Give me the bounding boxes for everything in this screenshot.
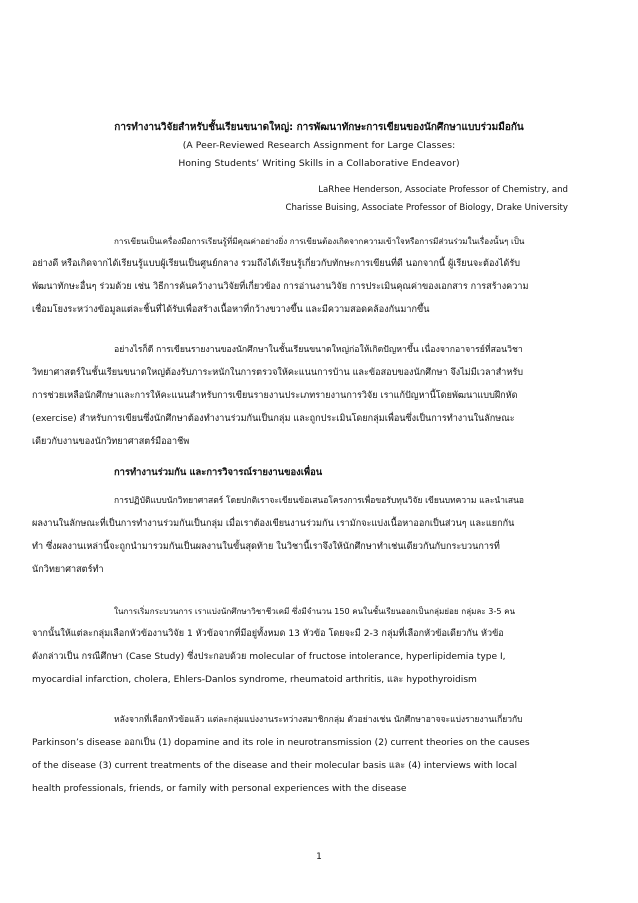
paragraph-3 xyxy=(32,490,565,582)
paragraph-line: ดังกล่าวเป็น กรณีศึกษา (Case Study) ซึ่งประกอบด้วย molecular of fructose intolerance, hyperlipidemia type I, xyxy=(32,652,506,662)
paragraph-line: การปฏิบัติแบบนักวิทยาศาสตร์ โดยปกติเราจะเขียนข้อเสนอโครงการเพื่อขอรับทุนวิจัย เขียนบทความ และนำเสนอ xyxy=(114,496,525,506)
paragraph-line: อย่างไรก็ดี การเขียนรายงานของนักศึกษาในชั้นเรียนขนาดใหญ่ก่อให้เกิดปัญหาขึ้น เนื่องจากอาจารย์ที่สอนวิชา xyxy=(114,345,523,355)
paragraph-line: การเขียนเป็นเครื่องมือการเรียนรู้ที่มีคุณค่าอย่างยิ่ง การเขียนต้องเกิดจากความเข้าใจหรือการมีส่วนร่วมในเรื่องนั้นๆ เป็น xyxy=(114,236,525,246)
english-subtitle-line-1: (A Peer-Reviewed Research Assignment for Large Classes: xyxy=(182,140,456,151)
author-line-1: LaRhee Henderson, Associate Professor of Chemistry, and xyxy=(318,185,568,195)
page-title: การทำงานวิจัยสำหรับชั้นเรียนขนาดใหญ่: การพัฒนาทักษะการเขียนของนักศึกษาแบบร่วมมือกัน xyxy=(114,122,524,133)
paragraph-2 xyxy=(32,339,565,454)
paragraph-line: ผลงานในลักษณะที่เป็นการทำงานร่วมกันเป็นกลุ่ม เมื่อเราต้องเขียนงานร่วมกัน เรามักจะแบ่งเนื้อหาออกเป็นส่วนๆ และแยกกัน xyxy=(32,519,515,529)
paragraph-line: พัฒนาทักษะอื่นๆ ร่วมด้วย เช่น วิธีการค้นคว้างานวิจัยที่เกี่ยวข้อง การอ่านงานวิจัย การประเมินคุณค่าของเอกสาร การสร้างความ xyxy=(32,282,529,292)
paragraph-line: of the disease (3) current treatments of the disease and their molecular basis และ (4) interviews with local xyxy=(32,761,517,771)
paragraph-line: อย่างดี หรือเกิดจากได้เรียนรู้แบบผู้เรียนเป็นศูนย์กลาง รวมถึงได้เรียนรู้เกี่ยวกับทักษะการเขียนที่ดี นอกจากนี้ ผู้เรียนจะต้องได้รับ xyxy=(32,259,520,269)
paragraph-1 xyxy=(32,230,565,322)
english-subtitle-line-2: Honing Students’ Writing Skills in a Collaborative Endeavor) xyxy=(178,158,460,169)
author-line-2: Charisse Buising, Associate Professor of Biology, Drake University xyxy=(285,203,568,213)
paragraph-line: Parkinson’s disease ออกเป็น (1) dopamine and its role in neurotransmission (2) current theories on the causes xyxy=(32,738,530,748)
paragraph-line: จากนั้นให้แต่ละกลุ่มเลือกหัวข้องานวิจัย 1 หัวข้อจากที่มีอยู่ทั้งหมด 13 หัวข้อ โดยจะมี 2-3 กลุ่มที่เลือกหัวข้อเดียวกัน หัวข้อ xyxy=(32,629,504,639)
paragraph-line: เดียวกับงานของนักวิทยาศาสตร์มืออาชีพ xyxy=(32,437,190,447)
page-number: 1 xyxy=(316,852,322,862)
paragraph-line: ทำ ซึ่งผลงานเหล่านี้จะถูกนำมารวมกันเป็นผลงานในขั้นสุดท้าย ในวิชานี้เราจึงให้นักศึกษาทำเช่นเดียวกันกับกระบวนการที่ xyxy=(32,542,500,552)
paragraph-line: ในการเริ่มกระบวนการ เราแบ่งนักศึกษาวิชาชีวเคมี ซึ่งมีจำนวน 150 คนในชั้นเรียนออกเป็นกลุ่มย่อย กลุ่มละ 3-5 คน xyxy=(114,606,516,616)
paragraph-line: การช่วยเหลือนักศึกษาและการให้คะแนนสำหรับการเขียนรายงานประเภทรายงานการวิจัย เราแก้ปัญหานี้โดยพัฒนาแบบฝึกหัด xyxy=(32,391,518,401)
paragraph-line: วิทยาศาสตร์ในชั้นเรียนขนาดใหญ่ต้องรับภาระหนักในการตรวจให้คะแนนการบ้าน และข้อสอบของนักศึกษา จึงไม่มีเวลาสำหรับ xyxy=(32,368,523,378)
paragraph-line: (exercise) สำหรับการเขียนซึ่งนักศึกษาต้องทำงานร่วมกันเป็นกลุ่ม และถูกประเมินโดยกลุ่มเพื่อนซึ่งเป็นการทำงานในลักษณะ xyxy=(32,414,515,424)
paragraph-line: health professionals, friends, or family with personal experiences with the disease xyxy=(32,784,407,794)
paragraph-line: หลังจากที่เลือกหัวข้อแล้ว แต่ละกลุ่มแบ่งงานระหว่างสมาชิกกลุ่ม ตัวอย่างเช่น นักศึกษาอาจจะแบ่งรายงานเกี่ยวกับ xyxy=(114,715,523,725)
paragraph-line: นักวิทยาศาสตร์ทำ xyxy=(32,565,104,575)
paragraph-line: myocardial infarction, cholera, Ehlers-Danlos syndrome, rheumatoid arthritis, และ hypothyroidism xyxy=(32,675,477,685)
paragraph-line: เชื่อมโยงระหว่างข้อมูลแต่ละชิ้นที่ได้รับเพื่อสร้างเนื้อหาที่กว้างขวางขึ้น และมีความสอดคล้องกันมากขึ้น xyxy=(32,305,430,315)
section-heading: การทำงานร่วมกัน และการวิจารณ์รายงานของเพื่อน xyxy=(114,467,323,478)
paragraph-4 xyxy=(32,600,565,692)
paragraph-5 xyxy=(32,709,565,801)
